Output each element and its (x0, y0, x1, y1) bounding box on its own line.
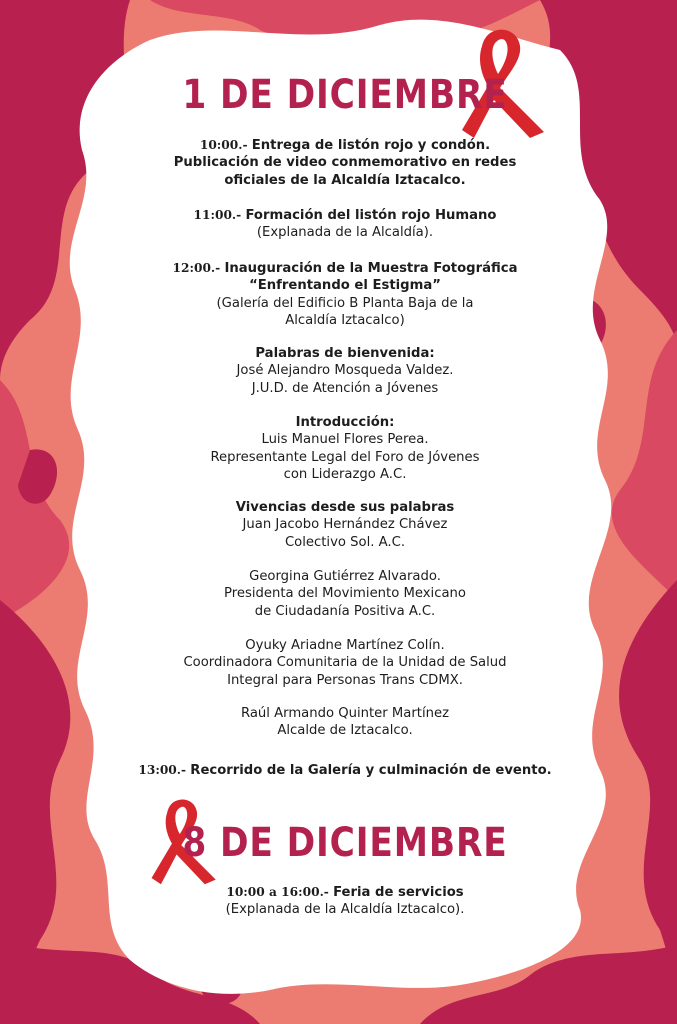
item-text: Formación del listón rojo Humano (245, 208, 497, 223)
time-label: 10:00.- (199, 138, 248, 152)
time-label: 11:00.- (193, 208, 242, 222)
item-text: Feria de servicios (333, 885, 464, 900)
speaker-role: Coordinadora Comunitaria de la Unidad de Salud (183, 655, 507, 671)
speaker-name: Luis Manuel Flores Perea. (261, 432, 429, 448)
item-location: (Galería del Edificio B Planta Baja de la (216, 295, 474, 311)
item-text: Entrega de listón rojo y condón. (251, 138, 491, 153)
speaker-name: Juan Jacobo Hernández Chávez (242, 517, 448, 533)
speaker-role: J.U.D. de Atención a Jóvenes (251, 380, 439, 396)
speaker-name: José Alejandro Mosqueda Valdez. (236, 363, 454, 379)
item-text: Recorrido de la Galería y culminación de evento. (190, 763, 552, 778)
section-heading: Introducción: (295, 415, 395, 430)
speaker-role: Representante Legal del Foro de Jóvenes (210, 449, 480, 465)
speaker-role: Integral para Personas Trans CDMX. (227, 672, 463, 688)
time-label: 10:00 a 16:00.- (226, 885, 329, 899)
time-label: 12:00.- (172, 261, 221, 275)
schedule-item-1200 (140, 260, 550, 329)
speaker-role: Presidenta del Movimiento Mexicano (224, 586, 466, 602)
item-location: Alcaldía Iztacalco) (285, 312, 405, 328)
speaker-role: Colectivo Sol. A.C. (284, 534, 406, 550)
experiences-section (140, 499, 550, 551)
item-text: oficiales de la Alcaldía Iztacalco. (224, 172, 466, 188)
day2-title: 8 DE DICIEMBRE (182, 820, 508, 866)
section-heading: Vivencias desde sus palabras (235, 500, 455, 515)
item-location: (Explanada de la Alcaldía). (256, 225, 434, 241)
speaker-role: de Ciudadanía Positiva A.C. (254, 603, 436, 619)
time-label: 13:00.- (138, 763, 187, 777)
schedule-item-1300 (120, 762, 570, 779)
intro-section (140, 414, 550, 483)
welcome-section (140, 345, 550, 397)
speaker-raul (140, 705, 550, 740)
exhibition-title: “Enfrentando el Estigma” (249, 278, 441, 294)
speaker-name: Oyuky Ariadne Martínez Colín. (245, 638, 445, 653)
speaker-oyuky (140, 637, 550, 689)
speaker-role: Alcalde de Iztacalco. (277, 723, 413, 739)
item-location: (Explanada de la Alcaldía Iztacalco). (225, 902, 465, 918)
item-text: Publicación de video conmemorativo en redes (173, 155, 517, 171)
speaker-role: con Liderazgo A.C. (283, 466, 407, 482)
speaker-georgina (140, 568, 550, 620)
speaker-name: Raúl Armando Quinter Martínez (240, 706, 450, 721)
schedule-item-1000-1600 (140, 884, 550, 919)
schedule-item-1000 (140, 137, 550, 189)
day1-title: 1 DE DICIEMBRE (182, 72, 508, 118)
section-heading: Palabras de bienvenida: (255, 346, 435, 361)
schedule-item-1100 (140, 207, 550, 242)
speaker-name: Georgina Gutiérrez Alvarado. (249, 569, 441, 584)
item-text: Inauguración de la Muestra Fotográfica (224, 261, 518, 276)
